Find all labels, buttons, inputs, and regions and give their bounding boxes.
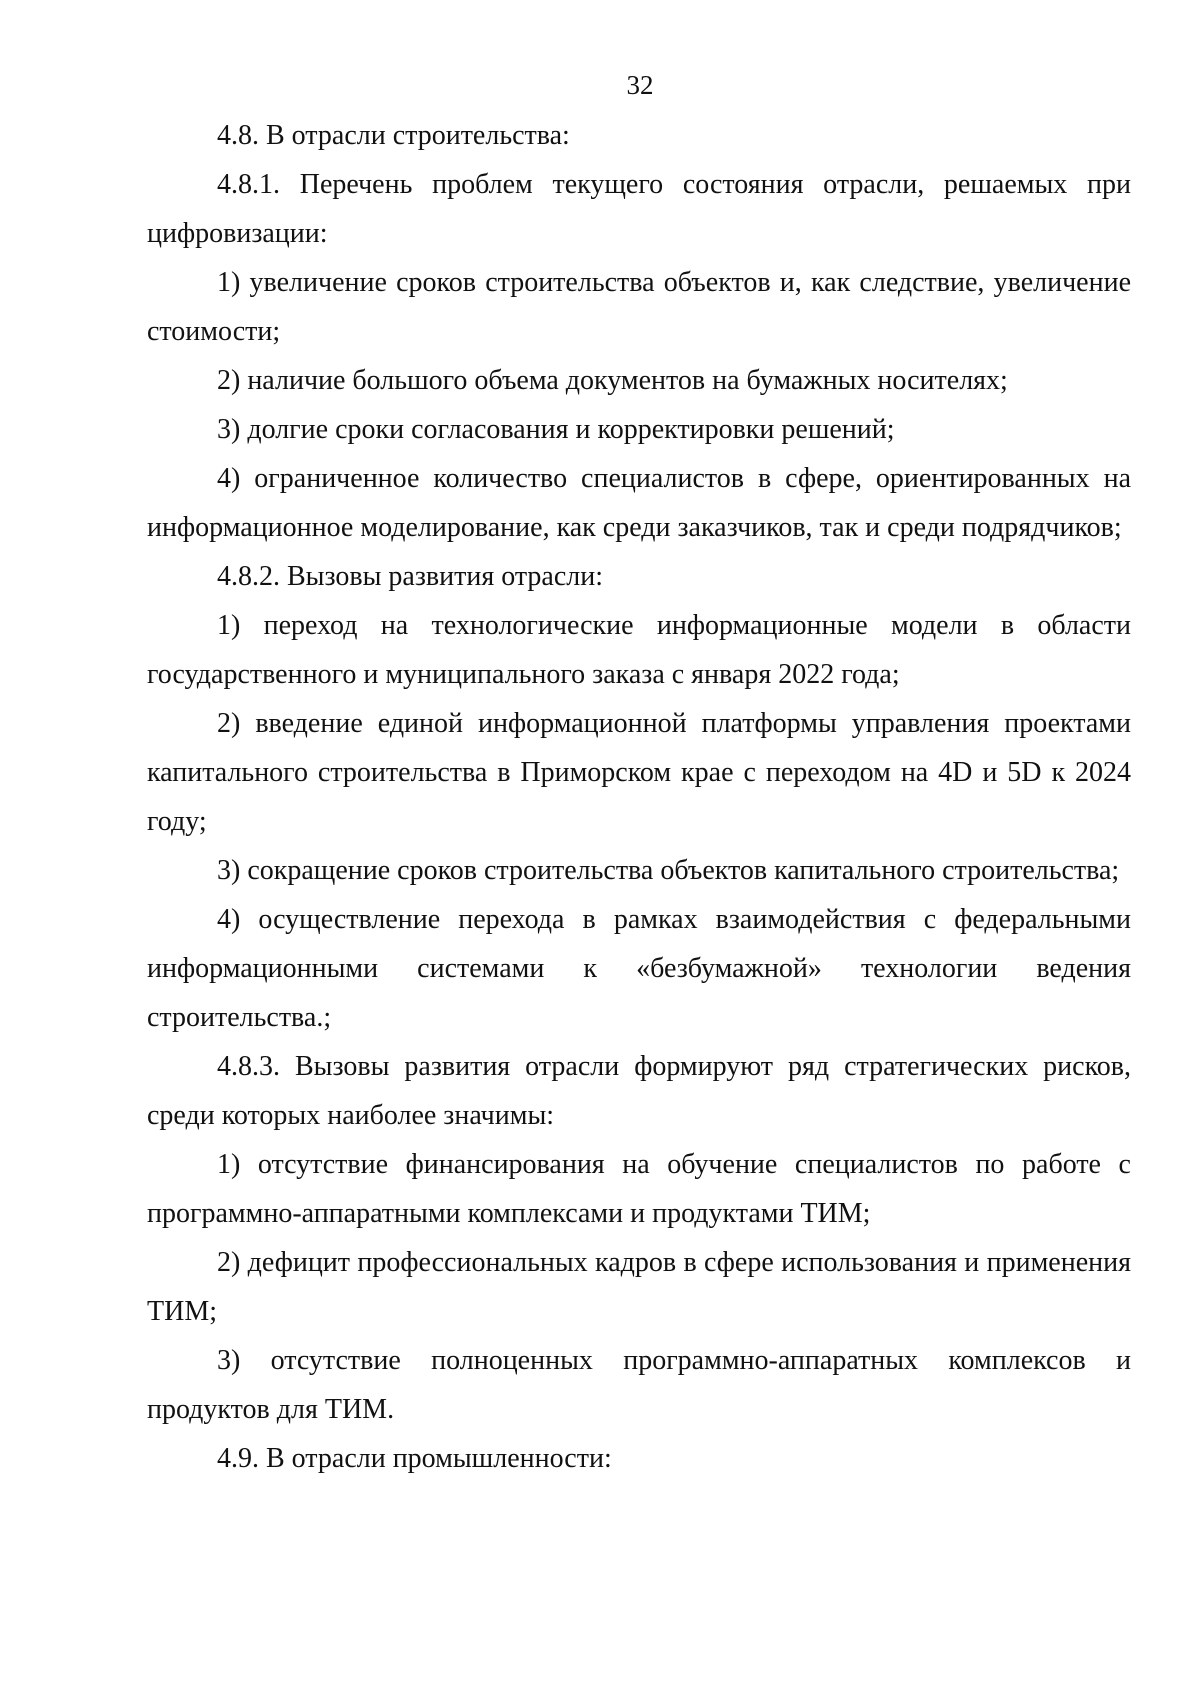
list-item: 2) дефицит профессиональных кадров в сфере использования и применения ТИМ;	[147, 1247, 1131, 1327]
list-item: 1) переход на технологические информационные модели в области государственного и муниципального заказа с января 2022 года;	[147, 610, 1131, 690]
list-item: 4) осуществление перехода в рамках взаимодействия с федеральными информационными системами к «безбумажной» технологии ведения строительства.;	[147, 904, 1131, 1033]
page-number: 32	[626, 70, 654, 100]
subsection-4-8-3: 4.8.3. Вызовы развития отрасли формируют ряд стратегических рисков, среди которых наиболее значимы:	[147, 1051, 1131, 1131]
list-item: 4) ограниченное количество специалистов в сфере, ориентированных на информационное моделирование, как среди заказчиков, так и среди подрядчиков;	[147, 463, 1131, 543]
subsection-4-8-1: 4.8.1. Перечень проблем текущего состояния отрасли, решаемых при цифровизации:	[147, 169, 1131, 249]
section-heading-4-9: 4.9. В отрасли промышленности:	[217, 1443, 612, 1474]
list-item: 3) отсутствие полноценных программно-аппаратных комплексов и продуктов для ТИМ.	[147, 1345, 1131, 1425]
list-item: 2) введение единой информационной платформы управления проектами капитального строительства в Приморском крае с переходом на 4D и 5D к 2024 году;	[147, 708, 1131, 837]
section-heading-4-8: 4.8. В отрасли строительства:	[217, 120, 570, 151]
subsection-4-8-2: 4.8.2. Вызовы развития отрасли:	[217, 561, 604, 592]
list-item: 2) наличие большого объема документов на бумажных носителях;	[217, 365, 1008, 396]
document-body	[147, 111, 1131, 1483]
list-item: 3) долгие сроки согласования и корректировки решений;	[217, 414, 895, 445]
list-item: 1) отсутствие финансирования на обучение специалистов по работе с программно-аппаратными комплексами и продуктами ТИМ;	[147, 1149, 1131, 1229]
list-item: 3) сокращение сроков строительства объектов капитального строительства;	[217, 855, 1120, 886]
list-item: 1) увеличение сроков строительства объектов и, как следствие, увеличение стоимости;	[147, 267, 1131, 347]
